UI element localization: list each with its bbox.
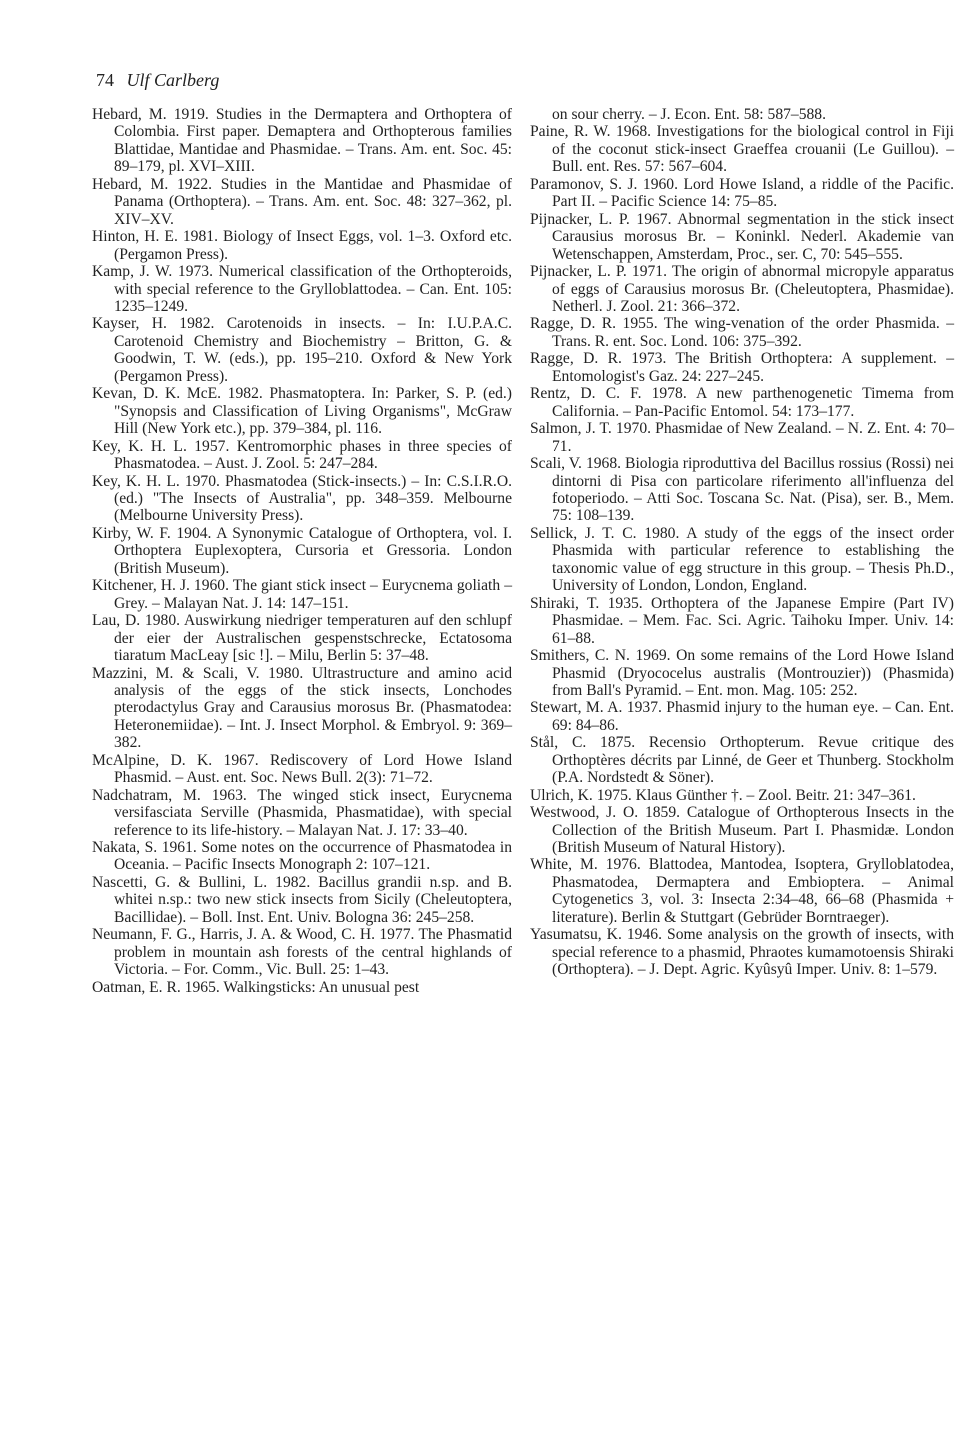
reference-entry: Paine, R. W. 1968. Investigations for the biological control in Fiji of the coconut stick-insect Graeffea crouanii (Le Guillou). – Bull. ent. Res. 57: 567–604.	[530, 123, 954, 176]
reference-entry: Smithers, C. N. 1969. On some remains of the Lord Howe Island Phasmid (Dryococelus australis (Montrouzier)) (Phasmida) from Ball's Pyramid. – Ent. mon. Mag. 105: 252.	[530, 647, 954, 699]
reference-entry: Yasumatsu, K. 1946. Some analysis on the growth of insects, with special reference to a phasmid, Phraotes kumamotoensis Shiraki (Orthoptera). – J. Dept. Agric. Kyûsyû Imper. Univ. 8: 1–579.	[530, 926, 954, 979]
reference-entry: Key, K. H. L. 1957. Kentromorphic phases in three species of Phasmatodea. – Aust. J. Zool. 5: 247–284.	[92, 437, 512, 473]
reference-entry: Nadchatram, M. 1963. The winged stick insect, Eurycnema versifasciata Serville (Phasmida, Phasmatidae), with special reference to its life-history. – Malayan Nat. J. 17: 33–40.	[92, 786, 512, 839]
reference-entry: Hebard, M. 1922. Studies in the Mantidae and Phasmidae of Panama (Orthoptera). – Trans. Am. ent. Soc. 48: 327–362, pl. XIV–XV.	[92, 175, 512, 228]
reference-entry: Kayser, H. 1982. Carotenoids in insects. – In: I.U.P.A.C. Carotenoid Chemistry and Biochemistry – Britton, G. & Goodwin, T. W. (eds.), pp. 195–210. Oxford & New York (Pergamon Press).	[92, 315, 512, 385]
reference-entry: Kirby, W. F. 1904. A Synonymic Catalogue of Orthoptera, vol. I. Orthoptera Euplexoptera, Cursoria et Gressoria. London (British Museum).	[92, 524, 512, 577]
reference-entry: Sellick, J. T. C. 1980. A study of the eggs of the insect order Phasmida with particular reference to establishing the taxonomic value of egg structure in this group. – Thesis Ph.D., University of London, London, England.	[530, 524, 954, 595]
reference-entry: Westwood, J. O. 1859. Catalogue of Orthopterous Insects in the Collection of the British Museum. Part I. Phasmidæ. London (British Museum of Natural History).	[530, 804, 954, 857]
reference-entry: Kitchener, H. J. 1960. The giant stick insect – Eurycnema goliath – Grey. – Malayan Nat. J. 14: 147–151.	[92, 577, 512, 612]
reference-entry: Stewart, M. A. 1937. Phasmid injury to the human eye. – Can. Ent. 69: 84–86.	[530, 699, 954, 734]
reference-entry: Paramonov, S. J. 1960. Lord Howe Island, a riddle of the Pacific. Part II. – Pacific Science 14: 75–85.	[530, 175, 954, 211]
running-header	[96, 70, 219, 91]
reference-entry: Pijnacker, L. P. 1971. The origin of abnormal micropyle apparatus of eggs of Carausius morosus Br. (Cheleutoptera, Phasmidae). Netherl. J. Zool. 21: 366–372.	[530, 263, 954, 315]
reference-entry: Shiraki, T. 1935. Orthoptera of the Japanese Empire (Part IV) Phasmidae. – Mem. Fac. Sci. Agric. Taihoku Imper. Univ. 14: 61–88.	[530, 594, 954, 647]
reference-entry: Stål, C. 1875. Recensio Orthopterum. Revue critique des Orthoptères décrits par Linné, de Geer et Thunberg. Stockholm (P.A. Nordstedt & Söner).	[530, 734, 954, 787]
reference-entry: Kamp, J. W. 1973. Numerical classification of the Orthopteroids, with special reference to the Grylloblattodea. – Can. Ent. 105: 1235–1249.	[92, 263, 512, 315]
page-number: 74	[96, 70, 114, 90]
reference-entry: Lau, D. 1980. Auswirkung niedriger temperaturen auf den schlupf der eier der Australischen gespenstschrecke, Ectatosoma tiaratum MacLeay [sic !]. – Milu, Berlin 5: 37–48.	[92, 612, 512, 665]
reference-entry: White, M. 1976. Blattodea, Mantodea, Isoptera, Grylloblatodea, Phasmatodea, Dermaptera and Embioptera. – Animal Cytogenetics 3, vol. 3: Insecta 2:34–48, 66–68 (Phasmida + literature). Berlin & Stuttgart (Gebrüder Borntraeger).	[530, 856, 954, 926]
reference-entry: Hinton, H. E. 1981. Biology of Insect Eggs, vol. 1–3. Oxford etc. (Pergamon Press).	[92, 228, 512, 263]
reference-entry: Neumann, F. G., Harris, J. A. & Wood, C. H. 1977. The Phasmatid problem in mountain ash forests of the central highlands of Victoria. – For. Comm., Vic. Bull. 25: 1–43.	[92, 926, 512, 979]
reference-continuation: on sour cherry. – J. Econ. Ent. 58: 587–588.	[552, 106, 827, 123]
reference-entry: Ragge, D. R. 1955. The wing-venation of the order Phasmida. – Trans. R. ent. Soc. Lond. 106: 375–392.	[530, 315, 954, 350]
reference-entry: McAlpine, D. K. 1967. Rediscovery of Lord Howe Island Phasmid. – Aust. ent. Soc. News Bull. 2(3): 71–72.	[92, 751, 512, 787]
running-author: Ulf Carlberg	[126, 70, 220, 90]
right-column	[530, 106, 954, 979]
reference-entry: Nascetti, G. & Bullini, L. 1982. Bacillus grandii n.sp. and B. whitei n.sp.: two new stick insects from Sicily (Cheleutoptera, Bacillidae). – Boll. Inst. Ent. Univ. Bologna 36: 245–258.	[92, 873, 512, 926]
reference-entry: Hebard, M. 1919. Studies in the Dermaptera and Orthoptera of Colombia. First paper. Demaptera and Orthopterous families Blattidae, Mantidae and Phasmidae. – Trans. Am. ent. Soc. 45: 89–179, pl. XVI–XIII.	[92, 106, 512, 176]
reference-entry: Salmon, J. T. 1970. Phasmidae of New Zealand. – N. Z. Ent. 4: 70–71.	[530, 420, 954, 455]
reference-entry: Rentz, D. C. F. 1978. A new parthenogenetic Timema from California. – Pan-Pacific Entomol. 54: 173–177.	[530, 385, 954, 420]
reference-entry: Pijnacker, L. P. 1967. Abnormal segmentation in the stick insect Carausius morosus Br. – Koninkl. Nederl. Akademie van Wetenschappen, Amsterdam, Proc., ser. C, 70: 545–555.	[530, 210, 954, 263]
reference-entry: Kevan, D. K. McE. 1982. Phasmatoptera. In: Parker, S. P. (ed.) "Synopsis and Classification of Living Organisms", McGraw Hill (New York etc.), pp. 379–384, pl. 116.	[92, 385, 512, 438]
reference-entry: Scali, V. 1968. Biologia riproduttiva del Bacillus rossius (Rossi) nei dintorni di Pisa con particolare riferimento all'influenza del fotoperiodo. – Atti Soc. Toscana Sc. Nat. (Pisa), ser. B., Mem. 75: 108–139.	[530, 455, 954, 525]
reference-entry: Mazzini, M. & Scali, V. 1980. Ultrastructure and amino acid analysis of the eggs of the stick insects, Lonchodes pterodactylus Gray and Carausius morosus Br. (Phasmatodea: Heteronemiidae). – Int. J. Insect Morphol. & Embryol. 9: 369–382.	[92, 664, 512, 752]
reference-entry: Ragge, D. R. 1973. The British Orthoptera: A supplement. – Entomologist's Gaz. 24: 227–245.	[530, 350, 954, 385]
reference-entry: Nakata, S. 1961. Some notes on the occurrence of Phasmatodea in Oceania. – Pacific Insects Monograph 2: 107–121.	[92, 839, 512, 874]
reference-entry: Key, K. H. L. 1970. Phasmatodea (Stick-insects.) – In: C.S.I.R.O. (ed.) "The Insects of Australia", pp. 348–359. Melbourne (Melbourne University Press).	[92, 472, 512, 525]
left-column	[92, 106, 512, 996]
reference-entry: Oatman, E. R. 1965. Walkingsticks: An unusual pest	[92, 978, 420, 996]
reference-entry: Ulrich, K. 1975. Klaus Günther †. – Zool. Beitr. 21: 347–361.	[530, 786, 916, 804]
